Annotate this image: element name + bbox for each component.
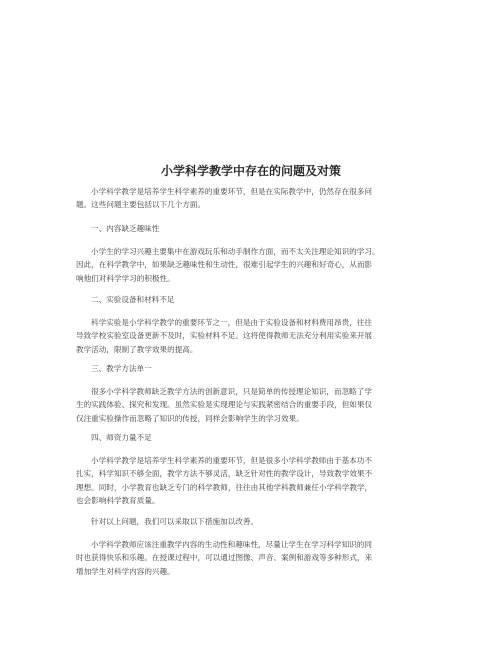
section-heading-2: 二、实验设备和材料不足: [91, 295, 175, 304]
paragraph-line: 生的实践体验、探究和发现。虽然实验是实现理论与实践紧密结合的重要手段，但如果仅: [76, 400, 373, 410]
section-heading-1: 一、内容缺乏趣味性: [91, 224, 160, 233]
paragraph-line: 很多小学科学教师缺乏教学方法的创新意识，只是简单的传授理论知识，而忽略了学: [91, 387, 372, 396]
paragraph-3: [76, 385, 433, 425]
paragraph-line: 题。这些问题主要包括以下几个方面。: [76, 200, 206, 210]
document-title: 小学科学教学中存在的问题及对策: [160, 164, 341, 178]
paragraph-line: 小学科学教学是培养学生科学素养的重要环节，但是在实际教学中，仍然存在很多问: [91, 187, 372, 196]
paragraph-measures-intro: [76, 515, 433, 528]
paragraph-4: [76, 454, 433, 507]
paragraph-line: 响他们对科学学习的积极性。: [76, 273, 175, 283]
paragraph-intro: [76, 185, 433, 212]
paragraph-line: 小学科学教学是培养学生科学素养的重要环节，但是很多小学科学教师由于基本功不: [91, 456, 372, 465]
paragraph-line: 理想。同时，小学教育也缺乏专门的科学教师，往往由其他学科教师兼任小学科学教学，: [76, 482, 373, 492]
paragraph-2: [76, 316, 433, 356]
paragraph-line: 时也获得快乐和乐趣。在授课过程中，可以通过图像、声音、案例和游戏等多种形式，来: [76, 553, 373, 563]
paragraph-line: 导致学校实验室设备更新不及时，实验材料不足。这将使得教师无法充分利用实验来开展: [76, 331, 373, 341]
paragraph-line: 仅注重实验操作而忽略了知识的传授，同样会影响学生的学习效果。: [76, 413, 304, 423]
paragraph-line: 因此，在科学教学中，如果缺乏趣味性和生动性，很难引起学生的兴趣和好奇心，从而影: [76, 260, 373, 270]
paragraph-line: 扎实，科学知识不够全面，教学方法不够灵活，缺乏针对性的教学设计，导致教学效果不: [76, 469, 373, 479]
paragraph-line: 小学科学教师应该注重教学内容的生动性和趣味性，尽量让学生在学习科学知识的同: [91, 540, 372, 549]
paragraph-line: 科学实验是小学科学教学的重要环节之一，但是由于实验设备和材料费用昂贵，往往: [91, 318, 372, 327]
paragraph-5: [76, 538, 433, 578]
paragraph-line: 针对以上问题，我们可以采取以下措施加以改善。: [91, 517, 259, 526]
paragraph-line: 小学生的学习兴趣主要集中在游戏玩乐和动手制作方面，而不太关注理论知识的学习。: [91, 247, 380, 256]
section-heading-3: 三、教学方法单一: [91, 364, 152, 373]
paragraph-line: 也会影响科学教育质量。: [76, 495, 160, 505]
paragraph-1: [76, 245, 433, 285]
paragraph-line: 增加学生对科学内容的兴趣。: [76, 566, 175, 576]
section-heading-4: 四、师资力量不足: [91, 433, 152, 442]
paragraph-line: 教学活动，限制了教学效果的提高。: [76, 344, 198, 354]
